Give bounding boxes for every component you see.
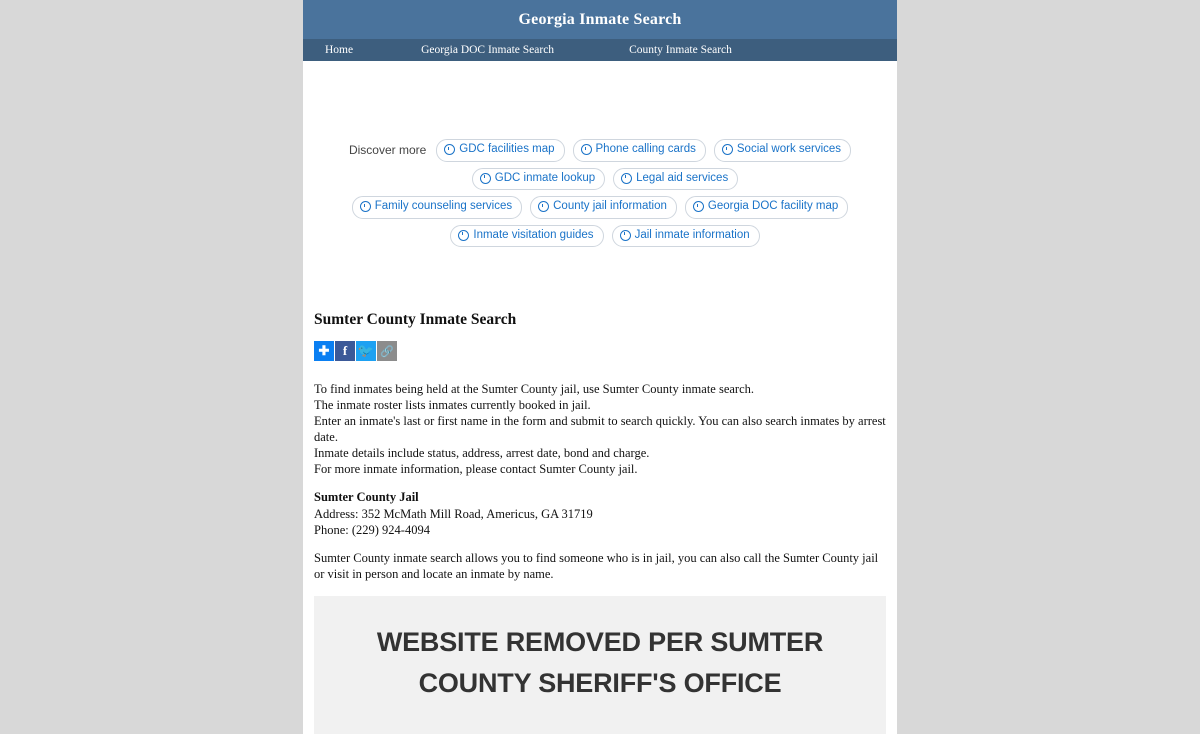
discover-more-label: Discover more (348, 143, 427, 158)
intro-line-5: For more inmate information, please contact Sumter County jail. (314, 462, 638, 476)
page-title: Sumter County Inmate Search (314, 311, 517, 328)
chip-gdc-inmate-lookup[interactable] (472, 168, 605, 191)
share-facebook-icon[interactable]: f (335, 341, 355, 361)
ad-slot-top (303, 61, 897, 139)
ad-slot-middle (303, 247, 897, 311)
chip-social-work-services[interactable] (714, 139, 851, 162)
chip-label: Legal aid services (636, 171, 729, 184)
info-circle-icon (458, 230, 469, 241)
jail-name: Sumter County Jail (314, 490, 419, 504)
chip-label: GDC inmate lookup (494, 171, 596, 184)
jail-address: Address: 352 McMath Mill Road, Americus, GA 31719 (314, 507, 593, 521)
info-circle-icon (722, 144, 733, 155)
share-addthis-icon[interactable]: ✚ (314, 341, 334, 361)
share-buttons (314, 341, 886, 361)
intro-line-1: To find inmates being held at the Sumter County jail, use Sumter County inmate search. (314, 382, 755, 396)
chip-label: Jail inmate information (634, 228, 750, 241)
chip-legal-aid-services[interactable] (613, 168, 738, 191)
chip-georgia-doc-facility-map[interactable] (685, 196, 848, 219)
site-header (303, 0, 897, 39)
discover-row-1 (311, 139, 889, 190)
info-circle-icon (693, 201, 704, 212)
info-circle-icon (621, 173, 632, 184)
discover-more-section (303, 139, 897, 247)
chip-label: Phone calling cards (595, 143, 696, 155)
main-navigation (303, 39, 897, 61)
info-circle-icon (581, 144, 592, 155)
info-circle-icon (360, 201, 371, 212)
chip-label: Social work services (736, 143, 842, 155)
nav-item-home[interactable]: Home (325, 44, 354, 56)
chip-label: GDC facilities map (459, 143, 555, 155)
chip-label: Georgia DOC facility map (707, 200, 839, 212)
body-text (314, 381, 886, 582)
chip-gdc-facilities-map[interactable] (436, 139, 564, 162)
chip-jail-inmate-information[interactable] (612, 225, 760, 248)
page-container (303, 0, 897, 734)
info-circle-icon (480, 173, 491, 184)
intro-line-2: The inmate roster lists inmates currently booked in jail. (314, 398, 591, 412)
chip-inmate-visitation-guides[interactable] (450, 225, 603, 248)
chip-county-jail-information[interactable] (530, 196, 677, 219)
nav-item-county-inmate-search[interactable]: County Inmate Search (629, 44, 732, 56)
chip-label: Inmate visitation guides (473, 228, 594, 241)
info-circle-icon (444, 144, 455, 155)
jail-contact-block (314, 489, 886, 538)
chip-label: County jail information (553, 200, 667, 212)
notice-text: WEBSITE REMOVED PER SUMTER COUNTY SHERIFF'S OFFICE (376, 627, 824, 698)
notice-box (314, 596, 886, 734)
article-content (303, 311, 897, 582)
chip-family-counseling-services[interactable] (352, 196, 522, 219)
intro-line-4: Inmate details include status, address, arrest date, bond and charge. (314, 446, 650, 460)
info-circle-icon (538, 201, 549, 212)
chip-phone-calling-cards[interactable] (573, 139, 706, 162)
intro-line-3: Enter an inmate's last or first name in the form and submit to search quickly. You can also search inmates by arrest date. (314, 414, 886, 444)
discover-row-2 (311, 196, 889, 247)
nav-item-georgia-doc-inmate-search[interactable]: Georgia DOC Inmate Search (421, 44, 555, 56)
share-twitter-icon[interactable]: 🐦 (356, 341, 376, 361)
jail-phone: Phone: (229) 924-4094 (314, 523, 430, 537)
share-copy-link-icon[interactable]: 🔗 (377, 341, 397, 361)
info-circle-icon (620, 230, 631, 241)
closing-paragraph: Sumter County inmate search allows you to find someone who is in jail, you can also call the Sumter County jail or visit in person and locate an inmate by name. (314, 551, 879, 581)
site-title: Georgia Inmate Search (518, 10, 682, 28)
chip-label: Family counseling services (374, 200, 513, 212)
